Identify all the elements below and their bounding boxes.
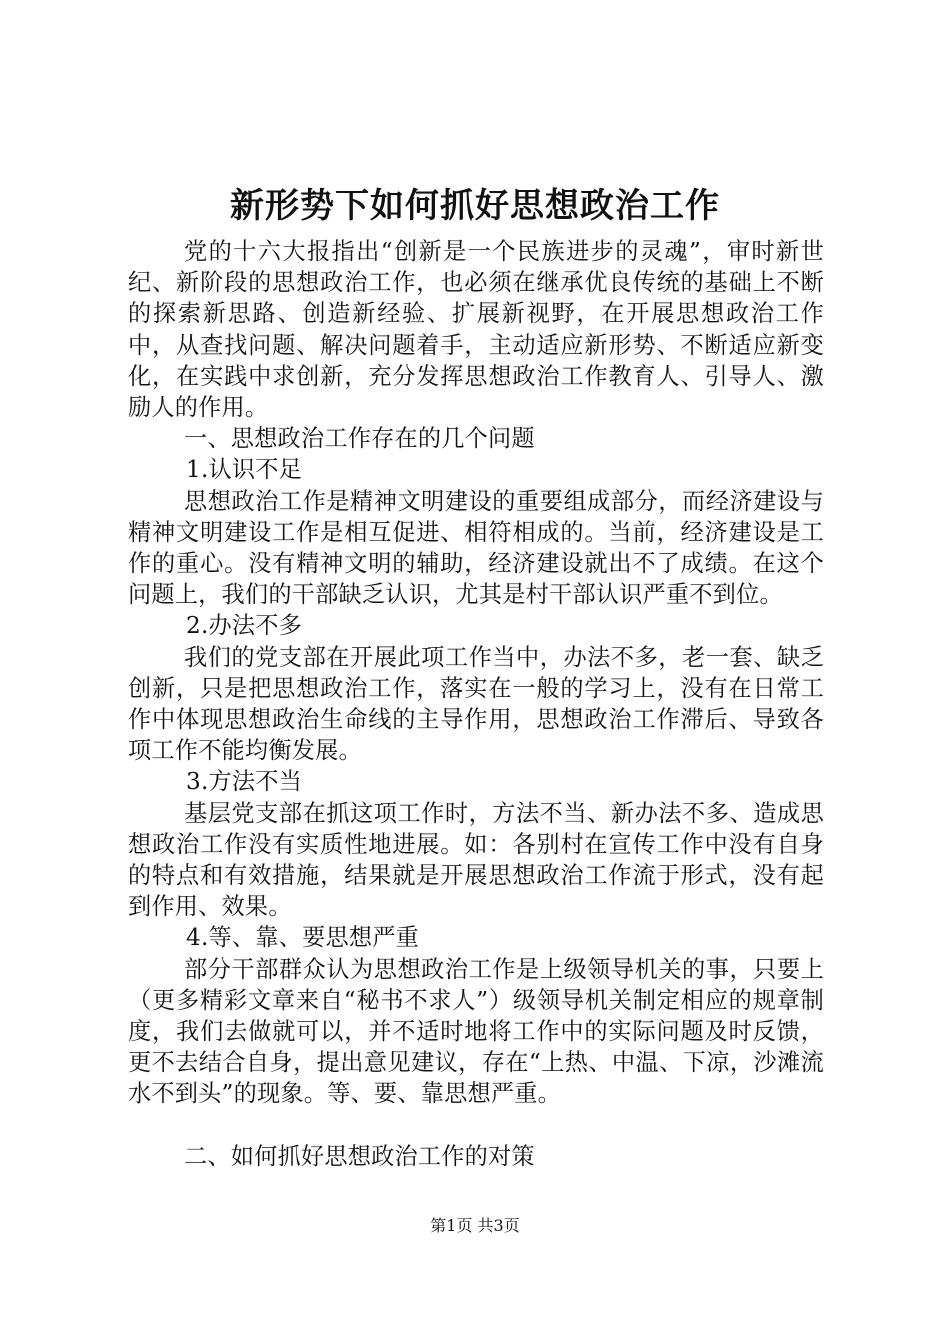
section-gap <box>128 1110 824 1141</box>
document-title: 新形势下如何抓好思想政治工作 <box>230 186 720 226</box>
item-3-heading: 3.方法不当 <box>186 768 303 796</box>
document-body <box>128 236 824 1172</box>
intro-paragraph: 党的十六大报指出“创新是一个民族进步的灵魂”，审时新世纪、新阶段的思想政治工作，也必须在继承优良传统的基础上不断的探索新思路、创造新经验、扩展新视野，在开展思想政治工作中，从查找问题、解决问题着手，主动适应新形势、不断适应新变化，在实践中求创新，充分发挥思想政治工作教育人、引导人、激励人的作用。 <box>128 238 824 422</box>
item-1-heading: 1.认识不足 <box>186 456 303 484</box>
item-2-heading: 2.办法不多 <box>186 612 303 640</box>
section-2-heading: 二、如何抓好思想政治工作的对策 <box>184 1142 535 1170</box>
page-footer: 第1页 共3页 <box>430 1216 520 1235</box>
item-2-paragraph: 我们的党支部在开展此项工作当中，办法不多，老一套、缺乏创新，只是把思想政治工作，落实在一般的学习上，没有在日常工作中体现思想政治生命线的主导作用，思想政治工作滞后、导致各项工作不能均衡发展。 <box>128 643 824 765</box>
item-3-paragraph: 基层党支部在抓这项工作时，方法不当、新办法不多、造成思想政治工作没有实质性地进展。如：各别村在宣传工作中没有自身的特点和有效措施，结果就是开展思想政治工作流于形式，没有起到作用、效果。 <box>128 799 824 921</box>
item-1-paragraph: 思想政治工作是精神文明建设的重要组成部分，而经济建设与精神文明建设工作是相互促进、相符相成的。当前，经济建设是工作的重心。没有精神文明的辅助，经济建设就出不了成绩。在这个问题上，我们的干部缺乏认识，尤其是村干部认识严重不到位。 <box>128 487 824 609</box>
section-1-heading: 一、思想政治工作存在的几个问题 <box>184 425 535 453</box>
item-4-heading: 4.等、靠、要思想严重 <box>186 924 420 952</box>
item-4-paragraph: 部分干部群众认为思想政治工作是上级领导机关的事，只要上（更多精彩文章来自“秘书不求人”）级领导机关制定相应的规章制度，我们去做就可以，并不适时地将工作中的实际问题及时反馈，更不去结合自身，提出意见建议，存在“上热、中温、下凉，沙滩流水不到头”的现象。等、要、靠思想严重。 <box>128 955 824 1108</box>
